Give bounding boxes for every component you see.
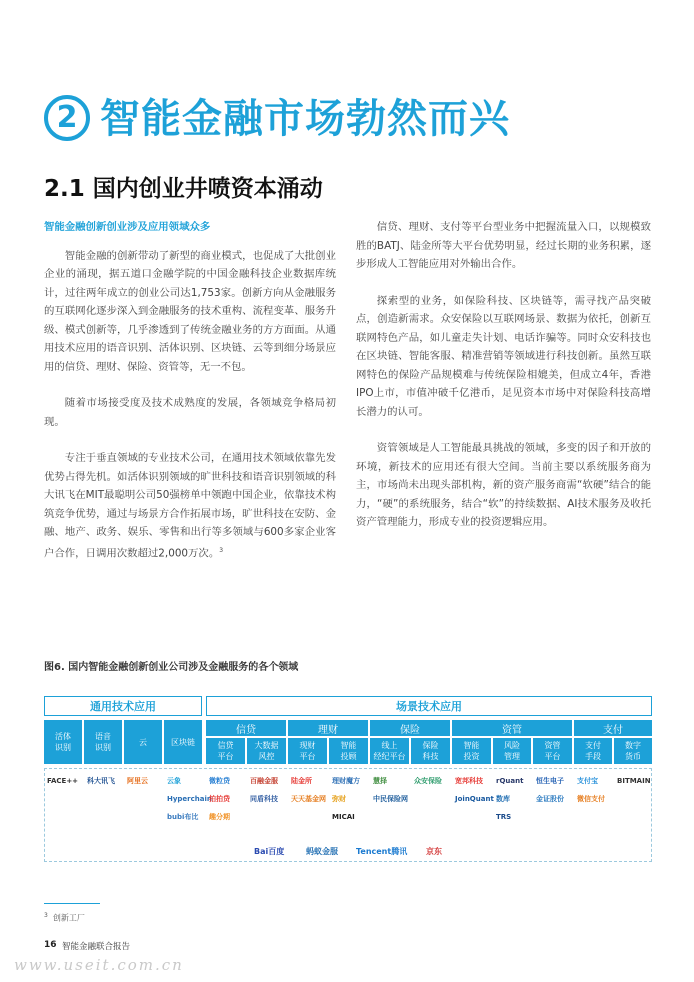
company-logo: 中民保险网: [373, 795, 408, 803]
company-logo: 百融金服: [250, 777, 278, 785]
company-logo: 蚂蚁金服: [306, 847, 338, 856]
company-logo: 弥财: [332, 795, 346, 803]
section-subtitle: 2.1 国内创业井喷资本涌动: [44, 176, 323, 202]
figure-caption: 图6. 国内智能金融创新创业公司涉及金融服务的各个领域: [44, 662, 299, 673]
category-payment: 支付: [574, 720, 652, 736]
paragraph: 智能金融的创新带动了新型的商业模式，也促成了大批创业企业的涌现，据五道口金融学院的中国金融科技企业数据库统计，过往两年成立的创业公司达1,753家。创新方向从金融服务的互联网化逐步深入到金融服务的技术重构、流程变革、服务升级、模式创新等，几乎渗透到了传统金融业务的方方面面。从通用技术应用的语音识别、活体识别、区块链、云等到细分场景应用的信贷、理财、保险、资管等，无一不包。: [44, 249, 336, 373]
subcategory: 保险 科技: [411, 738, 450, 764]
company-logo: 金证股份: [536, 795, 564, 803]
watermark: www.useit.com.cn: [14, 956, 184, 974]
company-logo: 慧择: [373, 777, 387, 785]
general-item-liveness: 活体 识别: [44, 720, 82, 764]
footnote: [44, 912, 85, 924]
footnote-number: 3: [44, 912, 48, 919]
subcategory: 大数据 风控: [247, 738, 286, 764]
company-logo: 同盾科技: [250, 795, 278, 803]
paragraph: 信贷、理财、支付等平台型业务中把握流量入口，以规模致胜的BATJ、陆金所等大平台优势明显，经过长期的业务积累，逐步形成人工智能应用对外输出合作。: [356, 221, 651, 270]
company-logo: 阿里云: [127, 777, 148, 785]
subcategory: 现财 平台: [288, 738, 327, 764]
company-logo: 理财魔方: [332, 777, 360, 785]
figure-diagram: [44, 696, 652, 862]
company-logo: 微粒贷: [209, 777, 230, 785]
company-logo: FACE++: [47, 777, 79, 785]
company-logo: 京东: [426, 847, 442, 856]
company-logo: 趣分期: [209, 813, 230, 821]
section-number-badge: [44, 95, 90, 141]
company-logo: TRS: [496, 813, 512, 821]
subcategory: 数字 货币: [614, 738, 652, 764]
right-column: [356, 218, 651, 532]
section-number: 2: [56, 100, 78, 135]
company-logo: rQuant: [496, 777, 524, 785]
footnote-rule: [44, 903, 100, 904]
company-logo: 微信支付: [577, 795, 605, 803]
page-number: 16: [44, 940, 57, 950]
category-insurance: 保险: [370, 720, 450, 736]
subcategory: 资管 平台: [533, 738, 572, 764]
general-item-voice: 语音 识别: [84, 720, 122, 764]
paragraph: [44, 449, 336, 562]
subcategory: 支付 手段: [574, 738, 612, 764]
category-credit: 信贷: [206, 720, 286, 736]
subcategory: 风险 管理: [493, 738, 531, 764]
company-logo: 宽邦科技: [455, 777, 483, 785]
footnote-text: 创新工厂: [52, 913, 85, 923]
category-wealth: 理财: [288, 720, 368, 736]
subcategory: 智能 投资: [452, 738, 491, 764]
general-item-cloud: 云: [124, 720, 162, 764]
paragraph: 随着市场接受度及技术成熟度的发展，各领域竞争格局初现。: [44, 397, 336, 428]
paragraph: 资管领域是人工智能最具挑战的领域，多变的因子和开放的环境，新技术的应用还有很大空间。当前主要以系统服务商为主，市场尚未出现头部机构，新的资产服务商需“软硬”结合的能力，“硬”的系统服务，结合“软”的持续数据、AI技术服务及收托资产管理能力，形成专业的投资逻辑应用。: [356, 442, 651, 528]
company-logo: Bai百度: [254, 847, 285, 856]
company-logo: 数库: [496, 795, 510, 803]
company-logo: 科大讯飞: [87, 777, 115, 785]
company-logo: 恒生电子: [536, 777, 564, 785]
footnote-ref: 3: [219, 546, 224, 554]
company-logo: 拍拍贷: [209, 795, 230, 803]
company-logo: 支付宝: [577, 777, 598, 785]
company-logo: 众安保险: [414, 777, 442, 785]
page-title: 智能金融市场勃然而兴: [100, 96, 510, 142]
paragraph: 探索型的业务，如保险科技、区块链等，需寻找产品突破点，创造新需求。众安保险以互联网场景、数据为依托，创新互联网特色产品，如儿童走失计划、电话诈骗等。同时众安科技也在区块链、智能客服、精准营销等领域进行科技创新。虽然互联网特色的保险产品规模难与传统保险相媲美，但成立4年，香港IPO上市，市值冲破千亿港币，足见资本市场中对保险科技高增长潜力的认可。: [356, 294, 651, 418]
company-logo: 云象: [167, 777, 181, 785]
left-column: [44, 218, 336, 562]
lead-heading: 智能金融创新创业涉及应用领域众多: [44, 221, 211, 233]
category-asset-mgmt: 资管: [452, 720, 572, 736]
subcategory: 信贷 平台: [206, 738, 245, 764]
company-logo: Tencent腾讯: [356, 847, 408, 856]
company-logo: bubi布比: [167, 813, 199, 821]
company-logo: 天天基金网: [291, 795, 326, 803]
report-name: 智能金融联合报告: [62, 942, 131, 952]
company-logo: BITMAIN: [617, 777, 651, 785]
company-logo: Hyperchain: [167, 795, 212, 803]
subcategory: 线上 经纪平台: [370, 738, 409, 764]
scenario-tech-header: 场景技术应用: [206, 696, 652, 716]
company-logo: 陆金所: [291, 777, 312, 785]
paragraph-text: 专注于垂直领域的专业技术公司，在通用技术领域依靠先发优势占得先机。如活体识别领域的旷世科技和语音识别领域的科大讯飞在MIT最聪明公司50强榜单中领跑中国企业，依靠技术构筑竞争优势，通过与场景方合作拓展市场，旷世科技在安防、金融、地产、政务、娱乐、零售和出行等多领域与600多家企业客户合作，日调用次数超过2,000万次。: [44, 452, 336, 559]
company-logo: JoinQuant: [455, 795, 494, 803]
company-logo: MICAI: [332, 813, 355, 821]
general-tech-header: 通用技术应用: [44, 696, 202, 716]
general-item-blockchain: 区块链: [164, 720, 202, 764]
subcategory: 智能 投顾: [329, 738, 368, 764]
